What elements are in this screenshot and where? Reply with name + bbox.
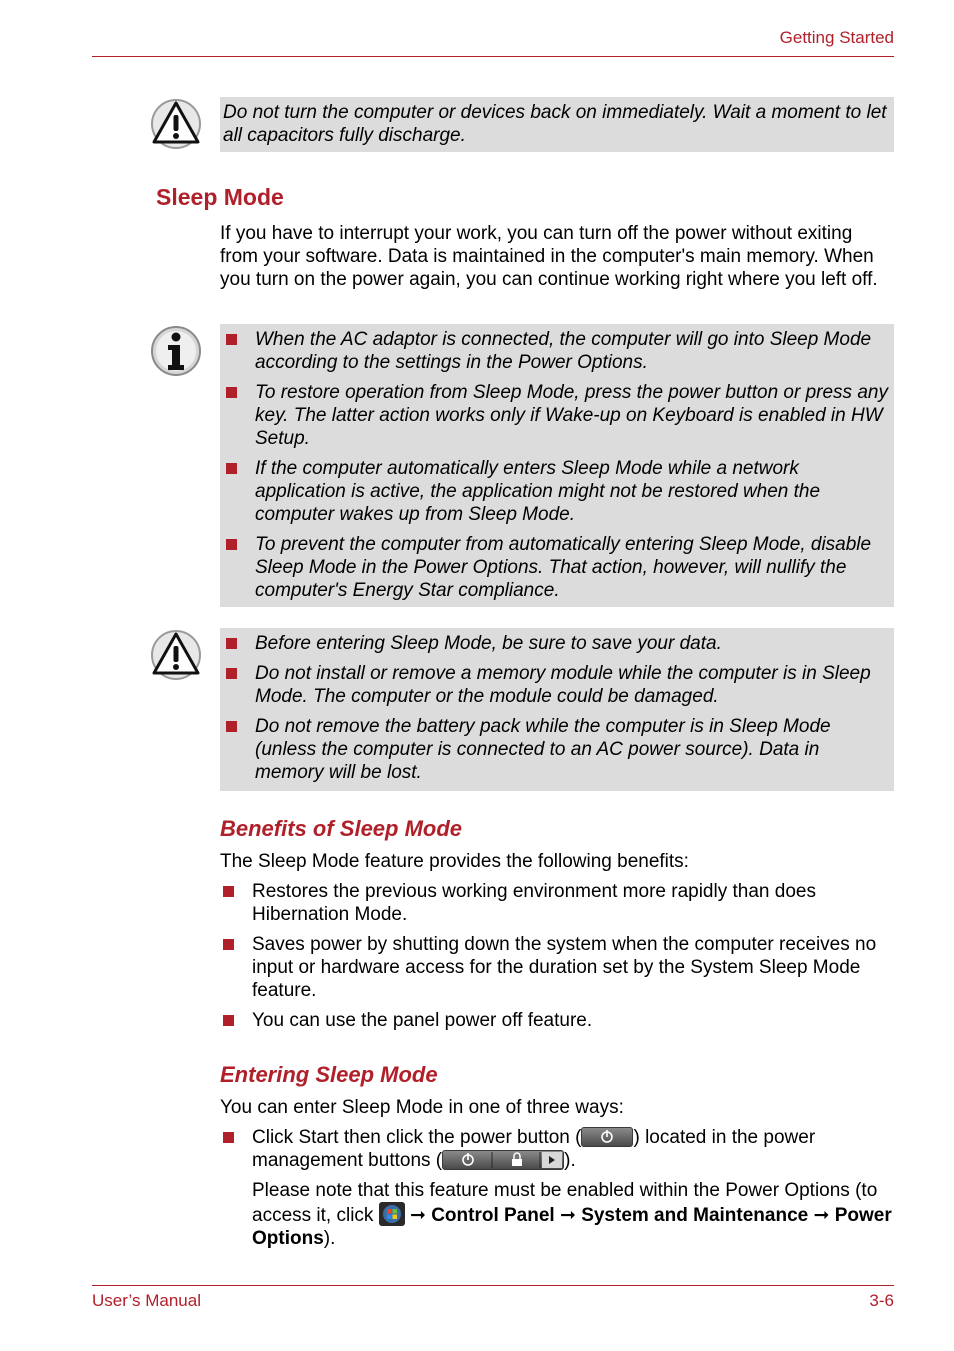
list-item: If the computer automatically enters Sleep Mode while a network application is active, the application might not be restored when the computer wakes up from Sleep Mode. [223,457,888,526]
bullet-icon [226,334,237,345]
list-item: To restore operation from Sleep Mode, press the power button or press any key. The latter action works only if Wake-up on Keyboard is enabled in HW Setup. [223,381,888,450]
list-item: When the AC adaptor is connected, the computer will go into Sleep Mode according to the settings in the Power Options. [223,328,888,374]
header-rule [92,56,894,57]
list-item: Restores the previous working environment more rapidly than does Hibernation Mode. [220,880,894,926]
list-item: To prevent the computer from automatically entering Sleep Mode, disable Sleep Mode in the Power Options. That action, however, will nullify the computer's Energy Star compliance. [223,533,888,602]
list-item: Do not install or remove a memory module while the computer is in Sleep Mode. The computer or the module could be damaged. [223,662,888,708]
footer-rule [92,1285,894,1286]
bullet-icon [226,721,237,732]
subsection-heading-benefits: Benefits of Sleep Mode [220,816,463,841]
windows-start-icon [379,1202,405,1226]
caution-note-list [220,628,894,791]
arrow-icon: ➞ [813,1205,830,1226]
system-maintenance-label: System and Maintenance [581,1205,809,1226]
sleep-intro-paragraph: If you have to interrupt your work, you can turn off the power without exiting from your software. Data is maintained in the computer's main memory. When you turn on the power again, you can continue working right where you left off. [220,223,878,290]
bullet-icon [226,539,237,550]
power-options-note: Please note that this feature must be enabled within the Power Options (to access it, click ➞ Control Panel ➞ System and Maintenance ➞ Power Options). [252,1180,892,1249]
power-options-label: Power Options [252,1205,892,1249]
bullet-icon [226,463,237,474]
control-panel-label: Control Panel [431,1205,555,1226]
list-item: You can use the panel power off feature. [220,1009,894,1032]
section-heading: Sleep Mode [156,184,284,210]
list-item: Before entering Sleep Mode, be sure to save your data. [223,632,888,655]
bullet-icon [223,1132,234,1143]
bullet-icon [226,638,237,649]
bullet-icon [226,668,237,679]
caution-note-text: Do not turn the computer or devices back on immediately. Wait a moment to let all capacitors fully discharge. [223,102,887,146]
entering-list [220,1126,894,1250]
caution-icon [150,98,202,150]
list-item: Saves power by shutting down the system when the computer receives no input or hardware access for the duration set by the System Sleep Mode feature. [220,933,894,1002]
arrow-icon: ➞ [409,1205,426,1226]
bullet-icon [223,886,234,897]
subsection-heading-entering: Entering Sleep Mode [220,1062,438,1087]
footer-manual-title: User’s Manual [92,1291,201,1310]
benefits-intro: The Sleep Mode feature provides the following benefits: [220,851,689,872]
info-note [220,324,894,607]
list-item: Click Start then click the power button ( ) located in the power management buttons ( ). Please note that this feature must be enabled within the Power Options (to access it, click ➞ Control Panel ➞ System and Maintenance ➞ Power Options). [220,1126,894,1250]
benefits-list [220,880,894,1032]
info-icon [150,325,202,377]
footer-page-number: 3-6 [869,1291,894,1310]
bullet-icon [223,1015,234,1026]
bullet-icon [226,387,237,398]
list-item: Do not remove the battery pack while the computer is in Sleep Mode (unless the computer is connected to an AC power source). Data in memory will be lost. [223,715,888,784]
caution-note [220,97,894,152]
arrow-icon: ➞ [559,1205,576,1226]
power-button-icon [581,1127,633,1147]
header-section-title: Getting Started [779,28,894,47]
entering-intro: You can enter Sleep Mode in one of three ways: [220,1097,624,1118]
power-management-buttons-icon [442,1150,564,1170]
bullet-icon [223,939,234,950]
caution-icon [150,629,202,681]
